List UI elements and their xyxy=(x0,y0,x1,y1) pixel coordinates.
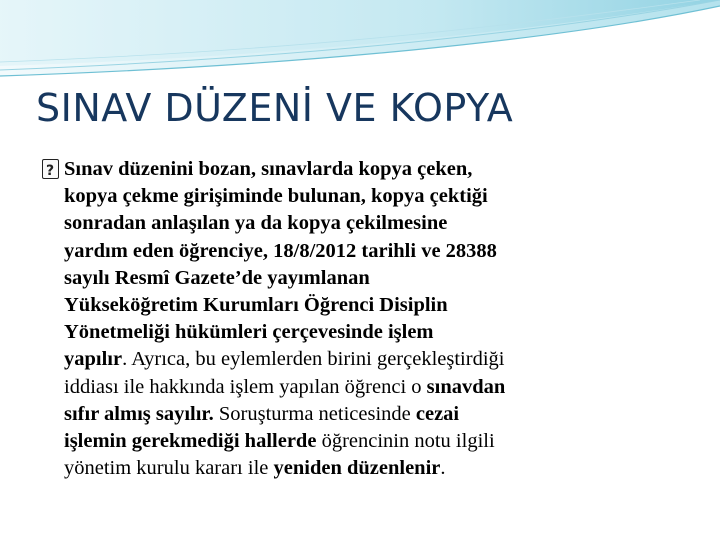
paragraph-line xyxy=(42,346,682,373)
text-run: Soruşturma neticesinde xyxy=(213,402,416,425)
paragraph-line xyxy=(42,238,682,265)
bold-text-run: yeniden düzenlenir xyxy=(273,457,441,480)
text-run: . Ayrıca, bu eylemlerden birini gerçekleştirdiği xyxy=(122,348,505,371)
bold-text-run: Yükseköğretim Kurumları Öğrenci Disiplin xyxy=(64,294,448,317)
bold-text-run: yapılır xyxy=(64,348,123,371)
paragraph-line xyxy=(42,210,682,237)
text-run: iddiası ile hakkında işlem yapılan öğrenci o xyxy=(64,375,427,398)
text-run: öğrencinin notu ilgili xyxy=(316,430,495,453)
paragraph-line xyxy=(42,156,682,183)
paragraph-line xyxy=(42,401,682,428)
paragraph-line xyxy=(42,374,682,401)
bullet-placeholder-icon xyxy=(42,159,59,179)
bold-text-run: sıfır almış sayılır. xyxy=(64,402,214,425)
bold-text-run: sınavdan xyxy=(426,375,506,398)
bold-text-run: kopya çekme girişiminde bulunan, kopya çektiği xyxy=(64,185,488,208)
bold-text-run: yardım eden öğrenciye, 18/8/2012 tarihli ve 28388 xyxy=(64,239,497,262)
text-run: . xyxy=(440,457,446,480)
paragraph-line xyxy=(42,319,682,346)
bold-text-run: Sınav düzenini bozan, sınavlarda kopya çeken, xyxy=(64,158,473,180)
paragraph-line xyxy=(42,265,682,292)
bold-text-run: cezai xyxy=(415,402,460,425)
paragraph-line xyxy=(42,428,682,455)
bold-text-run: işlemin gerekmediği hallerde xyxy=(64,430,317,453)
paragraph-line xyxy=(42,292,682,319)
decorative-wave-header xyxy=(0,0,720,90)
paragraph-line xyxy=(42,455,682,482)
slide-body-paragraph xyxy=(42,156,682,482)
paragraph-line xyxy=(42,183,682,210)
slide-title: SINAV DÜZENİ VE KOPYA xyxy=(36,86,514,130)
paragraph-lines xyxy=(42,156,682,482)
text-run: yönetim kurulu kararı ile xyxy=(64,457,274,480)
bold-text-run: Yönetmeliği hükümleri çerçevesinde işlem xyxy=(64,321,434,344)
bold-text-run: sayılı Resmî Gazete’de yayımlanan xyxy=(64,266,370,289)
bold-text-run: sonradan anlaşılan ya da kopya çekilmesine xyxy=(64,212,448,235)
